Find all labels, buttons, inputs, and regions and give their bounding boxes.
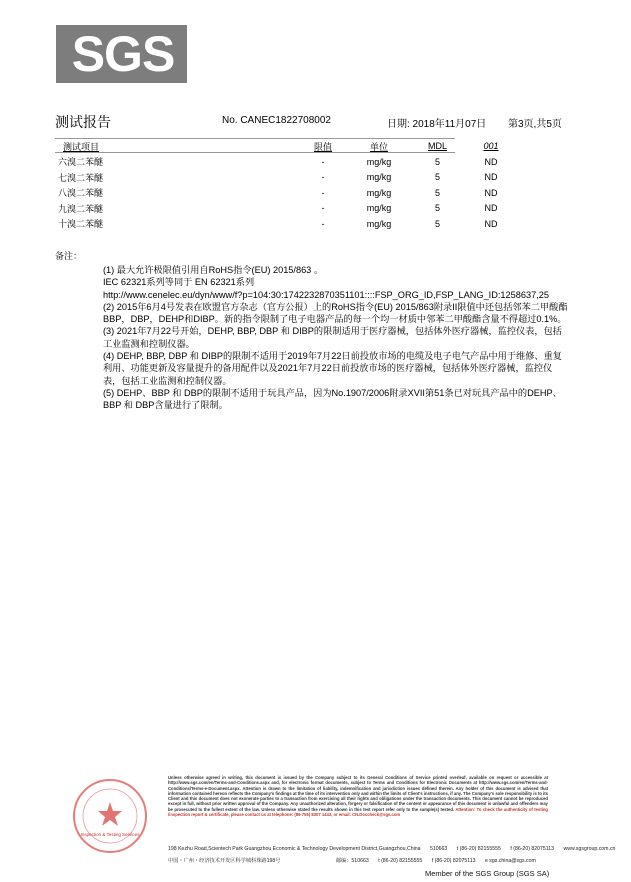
note-2: (2) 2015年6月4号发表在欧盟官方杂志（官方公报）上的RoHS指令(EU) 2015/863附录II限值中还包括邻苯二甲酸酯BBP，DBP，DEHP和DIBP。新的指令限制了电子电器产品的每一个均一材质中邻苯二甲酸酯含量不得超过0.1%。 [103,301,568,325]
note-5: (5) DEHP、BBP 和 DBP的限制不适用于玩具产品，因为No.1907/2006附录XVII第51条已对玩具产品中的DEHP、BBP 和 DBP含量进行了限制。 [103,387,562,411]
note-1-standard: IEC 62321系列等同于 EN 62321系列 [103,277,255,288]
note-1-limit-source: (1) 最大允许极限值引用自RoHS指令(EU) 2015/863 。 [103,265,324,275]
telephone-en: t (86-20) 82155555 [456,846,501,852]
cell-unit: mg/kg [366,218,392,229]
cell-limit: - [321,218,325,229]
cell-mdl: 5 [434,172,440,183]
postcode-en: 510663 [429,846,448,852]
cell-item: 六溴二苯醚 [58,157,104,168]
table-row [55,201,517,217]
header-unit: 单位 [369,141,388,152]
cell-mdl: 5 [434,187,440,198]
results-table [55,138,517,232]
cell-result: ND [484,172,498,183]
header-result: 001 [483,141,499,151]
report-date: 日期: 2018年11月07日 [387,119,487,130]
cell-result: ND [484,218,498,229]
cell-result: ND [484,187,498,198]
cell-unit: mg/kg [366,203,392,214]
cell-limit: - [321,172,325,183]
telephone-cn: t (86-20) 82155555 [378,858,423,864]
company-seal-stamp [58,776,162,856]
table-row [55,154,517,170]
cell-unit: mg/kg [366,172,392,183]
disclaimer-text: Unless otherwise agreed in writing, this document is issued by the Company subject to its General Conditions of Service printed overleaf, available on request or accessible at http://www.sgs.com/en/Terms-and-Conditions.aspx and, for electronic format documents, subject to Terms and Conditions for Electronic Documents at http://www.sgs.com/en/Terms-and-Conditions/Terms-e-Document.aspx. Attention is drawn to the limitation of liability, indemnification and jurisdiction issues defined therein. Any holder of this document is advised that information contained hereon reflects the Company's findings at the time of its intervention only and within the limits of Client's instructions, if any. The Company's sole responsibility is to its Client and this document does not exonerate parties to a transaction from exercising all their rights and obligations under the transaction documents. This document cannot be reproduced except in full, without prior written approval of the Company. Any unauthorized alteration, forgery or falsification of the content or appearance of this document is unlawful and offenders may be prosecuted to the fullest extent of the law. Unless otherwise stated the results shown in this test report refer only to the sample(s) tested. [168,775,548,812]
address-row-cn [168,857,536,864]
cell-item: 十溴二苯醚 [58,219,104,230]
page-indicator: 第3页,共5页 [508,119,562,130]
email-link[interactable]: e sgs.china@sgs.com [484,858,536,864]
fax-cn: f (86-20) 82075113 [431,858,476,864]
cell-unit: mg/kg [366,187,392,198]
group-membership: Member of the SGS Group (SGS SA) [425,869,550,878]
sgs-logo-text: SGS [71,26,175,82]
cell-item: 八溴二苯醚 [58,188,104,199]
cell-limit: - [321,187,325,198]
table-row [55,170,517,186]
table-row [55,216,517,232]
header-mdl: MDL [427,141,447,151]
cell-item: 七溴二苯醚 [58,172,104,183]
header-limit: 限值 [313,141,332,152]
cell-result: ND [484,203,498,214]
address-en: 198 Kezhu Road,Scientech Park Guangzhou Economic & Technology Development District,Guangzhou,China [168,846,421,852]
cell-unit: mg/kg [366,156,392,167]
stamp-label: Inspection & Testing Services [80,832,140,837]
address-cn: 中国・广州・经济技术开发区科学城科珠路198号 [168,858,281,864]
website-link[interactable]: www.sgsgroup.com.cn [563,846,616,852]
cell-mdl: 5 [434,156,440,167]
note-1-url: http://www.cenelec.eu/dyn/www/f?p=104:30:1742232870351101::::FSP_ORG_ID,FSP_LANG_ID:1258637,25 [103,289,549,300]
notes-label: 备注： [55,251,83,261]
note-4: (4) DEHP, BBP, DBP 和 DIBP的限制不适用于2019年7月22日前投放市场的电缆及电子电气产品中用于维修、重复利用、功能更新及容量提升的备用配件以及2021年7月22日前投放市场的医疗器械，包括体外医疗器械，监控仪表，包括工业监测和控制仪器。 [103,351,562,386]
header-item: 测试项目 [63,141,100,152]
report-number: No. CANEC1822708002 [222,115,331,126]
fax-en: f (86-20) 82075113 [510,846,555,852]
postcode-cn: 邮编：510663 [335,858,369,864]
address-row-en [168,846,615,852]
cell-limit: - [321,156,325,167]
cell-item: 九溴二苯醚 [58,203,104,214]
cell-mdl: 5 [434,203,440,214]
table-row [55,185,517,201]
authenticity-notice: Attention: To check the authenticity of testing /inspection report & certificate, please contact us at telephone: (86-755) 8307 1443, or email: CN.Doccheck@sgs.com [168,806,548,818]
document-title: 测试报告 [55,114,111,130]
note-3: (3) 2021年7月22号开始，DEHP, BBP, DBP 和 DIBP的限制适用于医疗器械，包括体外医疗器械，监控仪表，包括工业监测和控制仪器。 [103,326,562,349]
cell-limit: - [321,203,325,214]
cell-result: ND [484,156,498,167]
notes-section [103,264,568,412]
cell-mdl: 5 [434,218,440,229]
legal-disclaimer [168,775,548,817]
table-header-row [55,138,517,154]
